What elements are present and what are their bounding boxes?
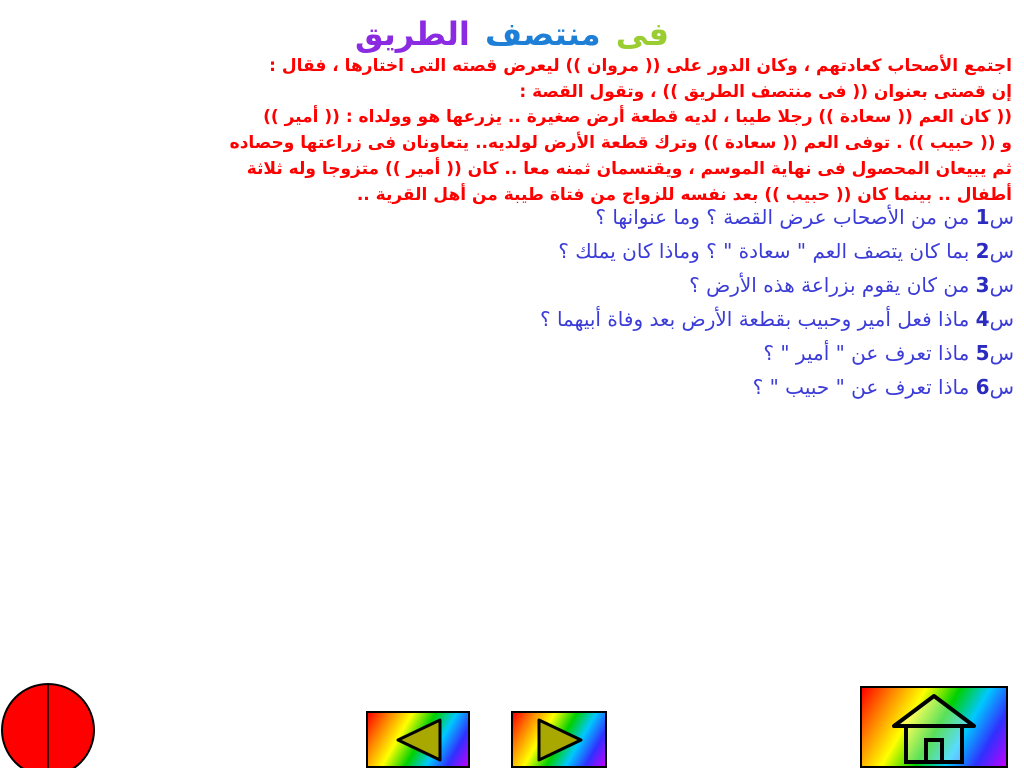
question-prefix: س <box>989 375 1014 399</box>
story-text <box>12 54 1012 208</box>
question-text: ماذا فعل أمير وحبيب بقطعة الأرض بعد وفاة أبيهما ؟ <box>539 307 976 331</box>
title-word-1: فى <box>615 15 670 53</box>
question-text: ماذا تعرف عن " حبيب " ؟ <box>752 375 976 399</box>
questions-list <box>24 200 1014 404</box>
house-icon <box>862 688 1006 766</box>
previous-button[interactable] <box>366 711 470 768</box>
story-line: اجتمع الأصحاب كعادتهم ، وكان الدور على (( مروان )) ليعرض قصته التى اختارها ، فقال : <box>269 56 1012 76</box>
question-item <box>24 234 1014 268</box>
question-item <box>24 200 1014 234</box>
question-item <box>24 336 1014 370</box>
title-word-2: منتصف <box>485 15 601 53</box>
home-button[interactable] <box>860 686 1008 768</box>
page-title <box>0 12 1024 56</box>
story-line: إن قصتى بعنوان (( فى منتصف الطريق )) ، وتقول القصة : <box>519 81 1012 102</box>
red-circle-icon <box>0 682 96 768</box>
question-number: 3 <box>975 273 990 297</box>
stop-button[interactable] <box>0 682 96 768</box>
question-number: 4 <box>975 307 990 331</box>
story-line: و (( حبيب )) . توفى العم (( سعادة )) وترك قطعة الأرض لولديه.. يتعاونان فى زراعتها وحصاده <box>229 133 1012 154</box>
triangle-left-icon <box>368 713 468 766</box>
next-button[interactable] <box>511 711 607 768</box>
title-word-3: الطريق <box>354 15 470 53</box>
story-line: ثم يبيعان المحصول فى نهاية الموسم ، ويقتسمان ثمنه معا .. كان (( أمير )) متزوجا وله ثلاثة <box>246 158 1012 179</box>
question-number: 1 <box>975 205 990 229</box>
question-prefix: س <box>989 307 1014 331</box>
triangle-right-icon <box>513 713 605 766</box>
question-prefix: س <box>989 205 1014 229</box>
question-item <box>24 268 1014 302</box>
question-prefix: س <box>989 341 1014 365</box>
story-line: أطفال .. بينما كان (( حبيب )) بعد نفسه للزواج من فتاة طيبة من أهل القرية .. <box>356 184 1012 205</box>
question-number: 5 <box>975 341 990 365</box>
question-item <box>24 302 1014 336</box>
question-text: ماذا تعرف عن " أمير " ؟ <box>763 341 976 365</box>
story-line: (( كان العم (( سعادة )) رجلا طيبا ، لديه قطعة أرض صغيرة .. يزرعها هو وولداه : (( أمير )) <box>263 107 1012 128</box>
question-prefix: س <box>989 273 1014 297</box>
question-prefix: س <box>989 239 1014 263</box>
question-item <box>24 370 1014 404</box>
question-number: 2 <box>975 239 990 263</box>
question-text: من كان يقوم بزراعة هذه الأرض ؟ <box>689 273 976 297</box>
question-text: من من الأصحاب عرض القصة ؟ وما عنوانها ؟ <box>595 205 976 229</box>
question-text: بما كان يتصف العم " سعادة " ؟ وماذا كان يملك ؟ <box>558 239 976 263</box>
question-number: 6 <box>975 375 990 399</box>
